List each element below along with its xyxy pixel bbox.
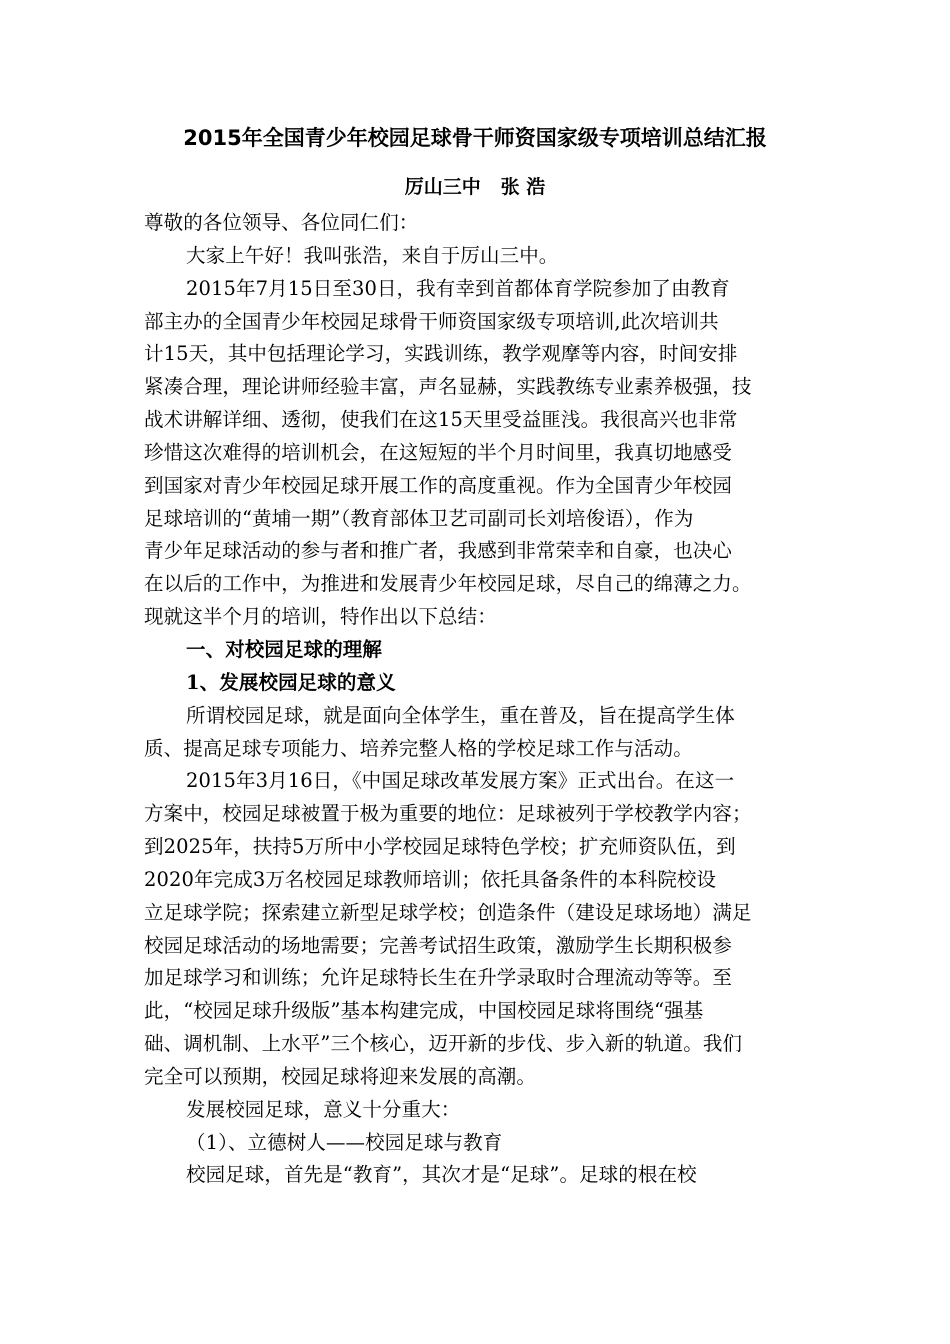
paragraph-line: 此，“校园足球升级版”基本构建完成，中国校园足球将围绕“强基 xyxy=(144,999,704,1023)
paragraph-line: 紧凑合理，理论讲师经验丰富，声名显赫，实践教练专业素养极强，技 xyxy=(144,375,752,399)
paragraph-line: 现就这半个月的培训，特作出以下总结： xyxy=(144,605,497,629)
paragraph-line: 方案中，校园足球被置于极为重要的地位：足球被列于学校教学内容； xyxy=(144,802,752,826)
paragraph-line: 所谓校园足球，就是面向全体学生，重在普及，旨在提高学生体 xyxy=(186,703,735,727)
paragraph-line: 到2025年，扶持5万所中小学校园足球特色学校；扩充师资队伍，到 xyxy=(144,835,736,859)
paragraph-line: 部主办的全国青少年校园足球骨干师资国家级专项培训,此次培训共 xyxy=(144,309,719,333)
paragraph-line: （1）、立德树人——校园足球与教育 xyxy=(186,1130,503,1154)
paragraph-line: 发展校园足球，意义十分重大： xyxy=(186,1097,461,1121)
paragraph-line: 尊敬的各位领导、各位同仁们： xyxy=(144,211,419,234)
paragraph-line: 2020年完成3万名校园足球教师培训；依托具备条件的本科院校设 xyxy=(144,867,717,891)
paragraph-line: 战术讲解详细、透彻，使我们在这15天里受益匪浅。我很高兴也非常 xyxy=(144,408,738,432)
paragraph-line: 校园足球活动的场地需要；完善考试招生政策，激励学生长期积极参 xyxy=(144,933,733,957)
paragraph-line: 到国家对青少年校园足球开展工作的高度重视。作为全国青少年校园 xyxy=(144,473,733,497)
paragraph-line: 础、调机制、上水平”三个核心，迈开新的步伐、步入新的轨道。我们 xyxy=(144,1032,743,1056)
section-heading-line: 1、发展校园足球的意义 xyxy=(186,670,396,694)
paragraph-line: 计15天，其中包括理论学习，实践训练，教学观摩等内容，时间安排 xyxy=(144,342,738,366)
paragraph-line: 质、提高足球专项能力、培养完整人格的学校足球工作与活动。 xyxy=(144,736,693,760)
document-title: 2015年全国青少年校园足球骨干师资国家级专项培训总结汇报 xyxy=(183,126,767,150)
paragraph-line: 青少年足球活动的参与者和推广者，我感到非常荣幸和自豪，也决心 xyxy=(144,539,733,563)
paragraph-line: 加足球学习和训练；允许足球特长生在升学录取时合理流动等等。至 xyxy=(144,966,733,990)
paragraph-line: 大家上午好！我叫张浩，来自于厉山三中。 xyxy=(186,243,559,267)
paragraph-line: 2015年7月15日至30日，我有幸到首都体育学院参加了由教育 xyxy=(186,276,730,300)
paragraph-line: 足球培训的“黄埔一期”（教育部体卫艺司副司长刘培俊语），作为 xyxy=(144,506,694,530)
document-author: 厉山三中 张 浩 xyxy=(404,176,546,198)
section-heading-line: 一、对校园足球的理解 xyxy=(186,637,383,661)
paragraph-line: 在以后的工作中，为推进和发展青少年校园足球，尽自己的绵薄之力。 xyxy=(144,572,752,596)
paragraph-line: 校园足球，首先是“教育”，其次才是“足球”。足球的根在校 xyxy=(186,1163,697,1187)
paragraph-line: 2015年3月16日，《中国足球改革发展方案》正式出台。在这一 xyxy=(186,769,735,793)
paragraph-line: 珍惜这次难得的培训机会，在这短短的半个月时间里，我真切地感受 xyxy=(144,440,733,464)
paragraph-line: 立足球学院；探索建立新型足球学校；创造条件（建设足球场地）满足 xyxy=(144,900,752,924)
paragraph-line: 完全可以预期，校园足球将迎来发展的高潮。 xyxy=(144,1064,537,1088)
document-body xyxy=(144,207,812,1192)
